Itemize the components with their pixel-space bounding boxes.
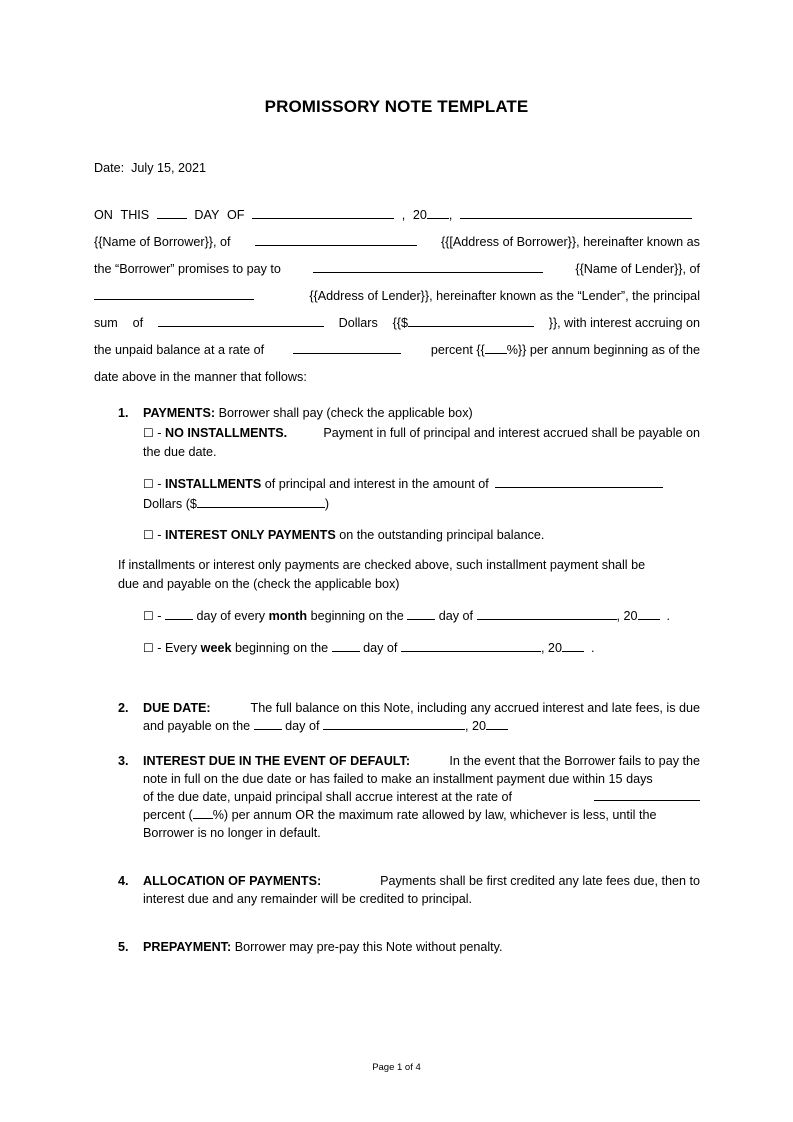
blank-monthly-year[interactable] (638, 608, 660, 620)
section-5-number: 5. (118, 940, 129, 954)
blank-place[interactable] (460, 207, 692, 219)
section-2-line-2: and payable on the day of , 20 (143, 718, 508, 734)
blank-weekly-year[interactable] (562, 640, 584, 652)
blank-month-day[interactable] (165, 608, 193, 620)
section-1-heading: PAYMENTS: (143, 406, 216, 420)
blank-borrower-location[interactable] (255, 234, 417, 246)
blank-due-day[interactable] (254, 718, 282, 730)
section-3-number: 3. (118, 754, 129, 768)
blank-principal-words[interactable] (158, 315, 324, 327)
intro-line-1: ON THIS DAY OF , 20 , (94, 207, 692, 223)
date-label: Date: (94, 161, 125, 175)
blank-lender-location[interactable] (94, 288, 254, 300)
blank-month[interactable] (252, 207, 394, 219)
page-number: Page 1 of 4 (372, 1062, 421, 1073)
section-4-number: 4. (118, 874, 129, 888)
section-3-heading: INTEREST DUE IN THE EVENT OF DEFAULT: (143, 754, 411, 768)
section-1-number: 1. (118, 406, 129, 420)
blank-rate-words[interactable] (293, 342, 401, 354)
installment-due-line-1: If installments or interest only payments are checked above, such installment payment shall be (118, 558, 646, 572)
section-4-heading: ALLOCATION OF PAYMENTS: (143, 874, 322, 888)
option-no-installments: ☐ - NO INSTALLMENTS. Payment in full of principal and interest accrued shall be payable on (143, 426, 700, 440)
blank-default-rate-percent[interactable] (193, 807, 213, 819)
checkbox-no-installments[interactable]: ☐ (143, 426, 154, 440)
blank-principal-amount[interactable] (408, 315, 534, 327)
blank-lender[interactable] (313, 261, 543, 273)
blank-rate-percent[interactable] (485, 342, 507, 354)
section-2-heading: DUE DATE: (143, 701, 211, 715)
section-3-line-1: INTEREST DUE IN THE EVENT OF DEFAULT: In the event that the Borrower fails to pay the (143, 754, 700, 768)
intro-line-5: sum of Dollars {{$ }}, with interest accruing on (94, 316, 700, 330)
blank-installment-dollars[interactable] (197, 496, 325, 508)
blank-weekly-start-day[interactable] (332, 640, 360, 652)
blank-default-rate-words[interactable] (594, 789, 700, 801)
section-4-line-1: ALLOCATION OF PAYMENTS: Payments shall be first credited any late fees due, then to (143, 874, 700, 888)
section-2-number: 2. (118, 701, 129, 715)
option-installments: ☐ - INSTALLMENTS of principal and interest in the amount of (143, 476, 663, 492)
section-5-line: PREPAYMENT: Borrower may pre-pay this Note without penalty. (143, 940, 503, 954)
checkbox-installments[interactable]: ☐ (143, 477, 154, 491)
blank-weekly-start-month[interactable] (401, 640, 541, 652)
blank-year[interactable] (427, 207, 449, 219)
intro-line-2: {{Name of Borrower}}, of {{[Address of Borrower}}, hereinafter known as (94, 235, 700, 249)
blank-due-year[interactable] (486, 718, 508, 730)
checkbox-weekly[interactable]: ☐ (143, 641, 154, 655)
intro-line-3: the “Borrower” promises to pay to {{Name of Lender}}, of (94, 262, 700, 276)
blank-monthly-start-day[interactable] (407, 608, 435, 620)
blank-installment-amount[interactable] (495, 476, 663, 488)
date-value: July 15, 2021 (131, 161, 207, 175)
section-1-heading-line: PAYMENTS: Borrower shall pay (check the applicable box) (143, 406, 473, 420)
document-page: PROMISSORY NOTE TEMPLATE Date: July 15, 2021 ON THIS DAY OF , 20 , {{Name of Borrower}}, of {{[Address of Borrower}}, hereinafter known as the “Borrower” promises to pay to {{Name of Lender}}, of {{Address of Lender}}, hereinafter known as the “Lender”, the principal sum of Dollars {{$ }}, with interest accruing on the unpaid balance at a rate of percent {{ %}} per annum beginning as of the date above in the manner that follows: 1. PAYMENTS: Borrower shall pay (check the applicable box) ☐ - NO INSTALLMENTS. Payment in full of principal and interest accrued shall be payable on the due date. ☐ - INSTALLMENTS of principal and interest in the amount of Dollars ($ ) ☐ - INTEREST ONLY PAYMENTS on the outstanding principal balance. If installments or interest only payments are checked above, such installment payment shall be due and payable on the (check the applicable box) ☐ - day of every month beginning on the day of , 20 . ☐ - Every week beginning on the day of , 20 . 2. DUE DATE: The full balance on this Note, including any accrued interest and late fees, is due and payable on the day of , 20 3. INTEREST DUE IN THE EVENT OF DEFAULT: In the event that the Borrower fails to pay the note in full on the due date or has failed to make an installment payment due within 15 days of the due date, unpaid principal shall accrue interest at the rate of percent ( %) per annum OR the maximum rate allowed by law, whichever is less, until the Borrower is no longer in default. 4. ALLOCATION OF PAYMENTS: Payments shall be first credited any late fees due, then to interest due and any remainder will be credited to principal. 5. PREPAYMENT: Borrower may pre-pay this Note without penalty. Page 1 of 4 (0, 0, 793, 1122)
checkbox-interest-only[interactable]: ☐ (143, 528, 154, 542)
section-2-line-1: DUE DATE: The full balance on this Note, including any accrued interest and late fees, is due (143, 701, 700, 715)
blank-day[interactable] (157, 207, 187, 219)
document-title: PROMISSORY NOTE TEMPLATE (264, 97, 529, 116)
blank-monthly-start-month[interactable] (477, 608, 617, 620)
option-interest-only: ☐ - INTEREST ONLY PAYMENTS on the outstanding principal balance. (143, 528, 545, 542)
section-5-heading: PREPAYMENT: (143, 940, 232, 954)
intro-line-7: date above in the manner that follows: (94, 370, 307, 384)
date-line (94, 160, 206, 176)
option-weekly: ☐ - Every week beginning on the day of , 20 . (143, 641, 595, 655)
intro-line-4: {{Address of Lender}}, hereinafter known as the “Lender”, the principal (94, 288, 700, 304)
checkbox-monthly[interactable]: ☐ (143, 609, 154, 623)
option-monthly: ☐ - day of every month beginning on the day of , 20 . (143, 609, 671, 623)
intro-line-6: the unpaid balance at a rate of percent {{ %}} per annum beginning as of the (94, 343, 700, 357)
blank-due-month[interactable] (323, 718, 465, 730)
